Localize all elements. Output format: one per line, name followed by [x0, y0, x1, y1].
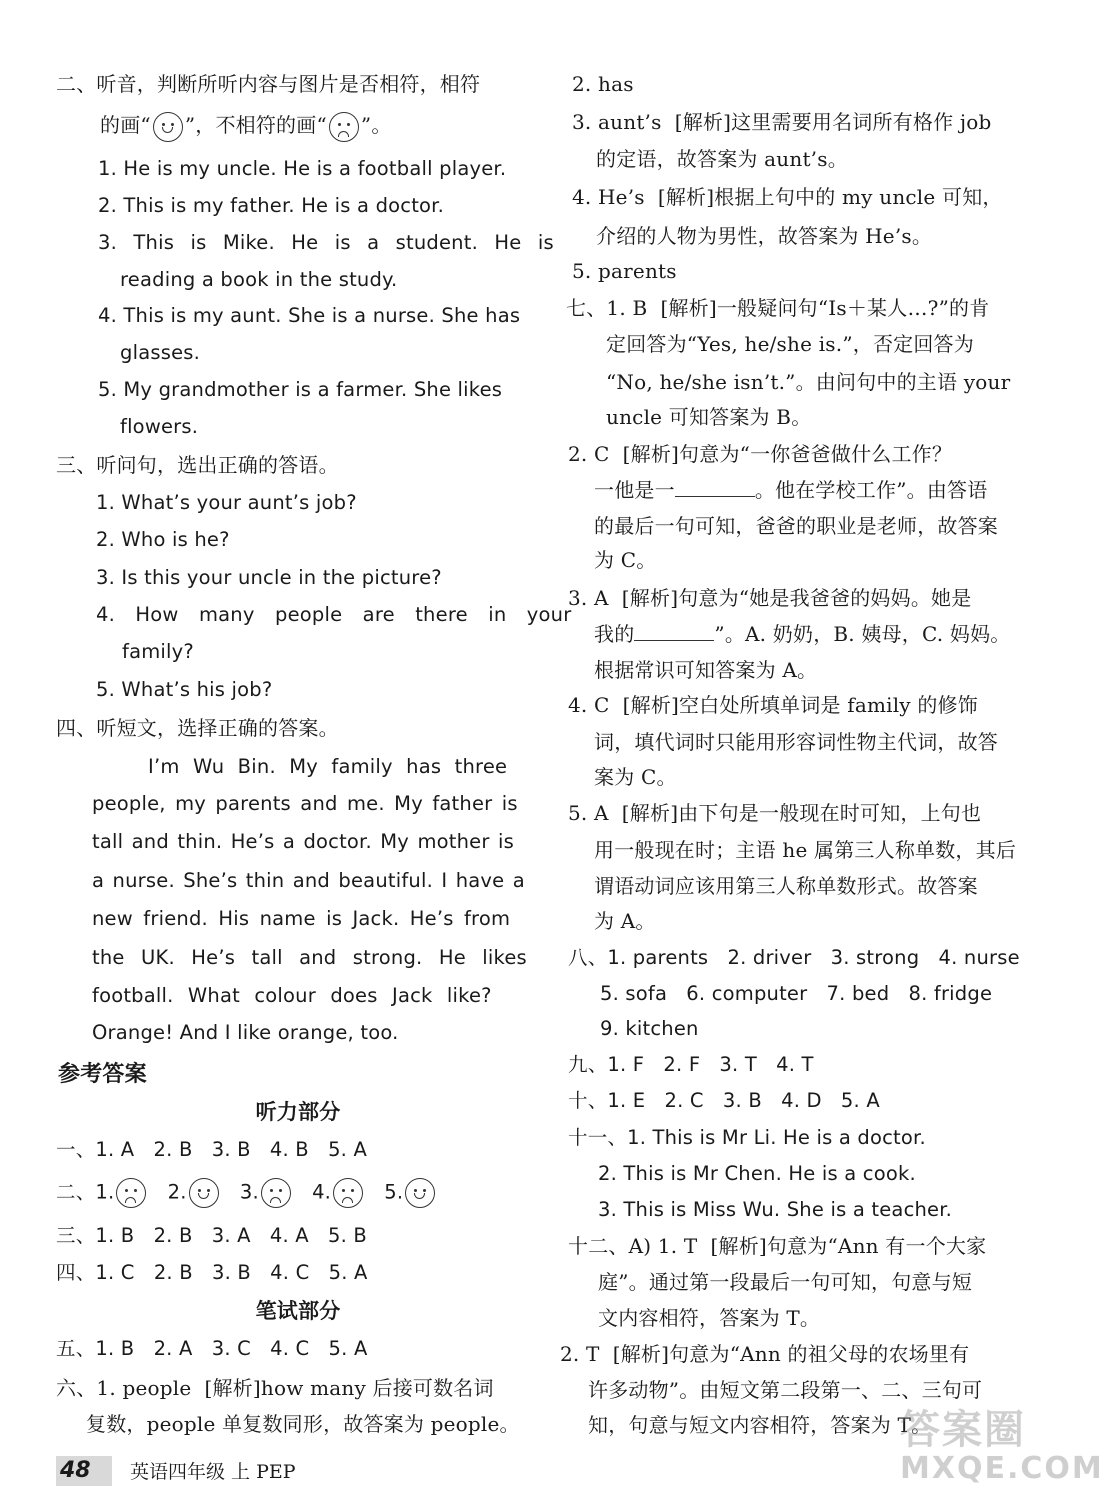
answer-line: 3. This is Miss Wu. She is a teacher.: [598, 1198, 953, 1221]
answer-row-6: 六、1. people [解析]how many 后接可数名词: [56, 1376, 494, 1400]
sad-face-icon: [333, 1178, 363, 1208]
answer-line: 9. kitchen: [600, 1017, 699, 1040]
passage-line: new friend. His name is Jack. He’s from: [92, 907, 511, 930]
answer-line: 知，句意与短文内容相符，答案为 T。: [588, 1413, 932, 1437]
answer-line: 十、1. E 2. C 3. B 4. D 5. A: [568, 1089, 880, 1112]
s2-item-cont: reading a book in the study.: [120, 268, 398, 291]
s3-item: 3. Is this your uncle in the picture?: [96, 566, 442, 589]
passage-line: tall and thin. He’s a doctor. My mother is: [92, 830, 514, 853]
answer-line: 九、1. F 2. F 3. T 4. T: [568, 1053, 814, 1076]
answer-line: 3. aunt’s [解析]这里需要用名词所有格作 job: [572, 110, 992, 134]
answer-line: 3. A [解析]句意为“她是我爸爸的妈妈。她是: [568, 586, 972, 610]
answer-line: uncle 可知答案为 B。: [606, 405, 812, 429]
answer-row-2: 二、1. 2. 3. 4. 5.: [56, 1178, 437, 1208]
s3-item: 2. Who is he?: [96, 528, 230, 551]
answer-line: 2. has: [572, 72, 634, 96]
answer-line: “No, he/she isn’t.”。由问句中的主语 your: [606, 370, 1011, 394]
written-heading: 笔试部分: [255, 1298, 341, 1323]
answer-line-with-blank: 一他是一 。他在学校工作”。由答语: [594, 478, 988, 502]
answer-blank: [675, 478, 755, 497]
answer-line: 为 A。: [594, 909, 656, 933]
s2-item: 5. My grandmother is a farmer. She likes: [98, 378, 503, 401]
book-info: 英语四年级 上 PEP: [130, 1461, 296, 1483]
passage-line: I’m Wu Bin. My family has three: [148, 755, 508, 778]
answer-line: 八、1. parents 2. driver 3. strong 4. nurse: [568, 946, 1020, 969]
answer-line: 用一般现在时；主语 he 属第三人称单数，其后: [594, 838, 1017, 862]
sad-face-icon: [261, 1178, 291, 1208]
smiley-face-icon: [189, 1178, 219, 1208]
answer-line: 许多动物”。由短文第二段第一、二、三句可: [588, 1378, 983, 1402]
passage-line: the UK. He’s tall and strong. He likes: [92, 946, 527, 969]
answers-heading: 参考答案: [58, 1061, 147, 1087]
answer-line: 4. C [解析]空白处所填单词是 family 的修饰: [568, 693, 978, 717]
answer-line: 2. C [解析]句意为“一你爸爸做什么工作？: [568, 442, 953, 466]
watermark-line: 答案圈: [900, 1407, 1026, 1453]
sad-face-icon: [116, 1178, 146, 1208]
s2-item: 4. This is my aunt. She is a nurse. She has: [98, 304, 521, 327]
answer-line: 案为 C。: [594, 765, 677, 789]
section-2-title: 二、听音，判断所听内容与图片是否相符，相符: [56, 72, 481, 96]
answer-line: 十二、A) 1. T [解析]句意为“Ann 有一个大家: [568, 1234, 987, 1258]
s2-item: 1. He is my uncle. He is a football player.: [98, 157, 507, 180]
answer-line: 4. He’s [解析]根据上句中的 my uncle 可知，: [572, 185, 1003, 209]
smiley-face-icon: [405, 1178, 435, 1208]
answer-line: 七、1. B [解析]一般疑问句“Is＋某人…?”的肯: [566, 296, 990, 320]
answer-row-1: 一、1. A 2. B 3. B 4. B 5. A: [56, 1138, 368, 1161]
s3-item: 1. What’s your aunt’s job?: [96, 491, 357, 514]
answer-line: 2. This is Mr Chen. He is a cook.: [598, 1162, 916, 1185]
answer-line-with-blank: 我的 ”。A. 奶奶，B. 姨母，C. 妈妈。: [594, 622, 1011, 646]
answer-line: 的最后一句可知，爸爸的职业是老师，故答案: [594, 514, 998, 538]
answer-line: 5. sofa 6. computer 7. bed 8. fridge: [600, 982, 993, 1005]
section-2-title-cont: 的画“ ”，不相符的画“ ”。: [100, 111, 392, 142]
section-4-title: 四、听短文，选择正确的答案。: [56, 716, 339, 740]
answer-line: 的定语，故答案为 aunt’s。: [596, 147, 848, 171]
answer-line: 为 C。: [594, 548, 657, 572]
s3-item-cont: family?: [122, 640, 194, 663]
watermark-line: MXQE.COM: [900, 1451, 1104, 1486]
answer-line: 词，填代词时只能用形容词性物主代词，故答: [594, 730, 998, 754]
s2-item-cont: flowers.: [120, 415, 199, 438]
answer-line: 谓语动词应该用第三人称单数形式。故答案: [594, 874, 978, 898]
answer-row-3: 三、1. B 2. B 3. A 4. A 5. B: [56, 1224, 368, 1247]
listening-heading: 听力部分: [255, 1099, 341, 1124]
answer-line: 介绍的人物为男性，故答案为 He’s。: [596, 224, 933, 248]
answer-line: 文内容相符，答案为 T。: [598, 1306, 821, 1330]
answer-line: 根据常识可知答案为 A。: [594, 658, 818, 682]
s2-item: 3. This is Mike. He is a student. He is: [98, 231, 554, 254]
watermark: [900, 1407, 1104, 1488]
s3-item: 4. How many people are there in your: [96, 603, 572, 626]
answer-line: 十一、1. This is Mr Li. He is a doctor.: [568, 1126, 926, 1149]
s2-item-cont: glasses.: [120, 341, 201, 364]
passage-line: a nurse. She’s thin and beautiful. I have a: [92, 869, 525, 892]
answer-line: 庭”。通过第一段最后一句可知，句意与短: [598, 1270, 973, 1294]
sad-face-icon: [329, 112, 359, 142]
answer-blank: [634, 622, 714, 641]
answer-line: 5. A [解析]由下句是一般现在时可知，上句也: [568, 801, 982, 825]
answer-row-5: 五、1. B 2. A 3. C 4. C 5. A: [56, 1337, 368, 1360]
answer-line: 2. T [解析]句意为“Ann 的祖父母的农场里有: [560, 1342, 970, 1366]
passage-line: Orange! And I like orange, too.: [92, 1021, 399, 1044]
answer-row-4: 四、1. C 2. B 3. B 4. C 5. A: [56, 1261, 368, 1284]
passage-line: football. What colour does Jack like?: [92, 984, 492, 1007]
s3-item: 5. What’s his job?: [96, 678, 273, 701]
answer-line: 定回答为“Yes, he/she is.”，否定回答为: [606, 332, 974, 356]
page-number: 48: [56, 1456, 112, 1486]
answer-line: 5. parents: [572, 259, 677, 283]
page-footer: [56, 1456, 556, 1490]
section-3-title: 三、听问句，选出正确的答语。: [56, 453, 339, 477]
passage-line: people, my parents and me. My father is: [92, 792, 518, 815]
s2-item: 2. This is my father. He is a doctor.: [98, 194, 445, 217]
answer-row-6-cont: 复数，people 单复数同形，故答案为 people。: [86, 1412, 520, 1436]
smiley-face-icon: [153, 112, 183, 142]
